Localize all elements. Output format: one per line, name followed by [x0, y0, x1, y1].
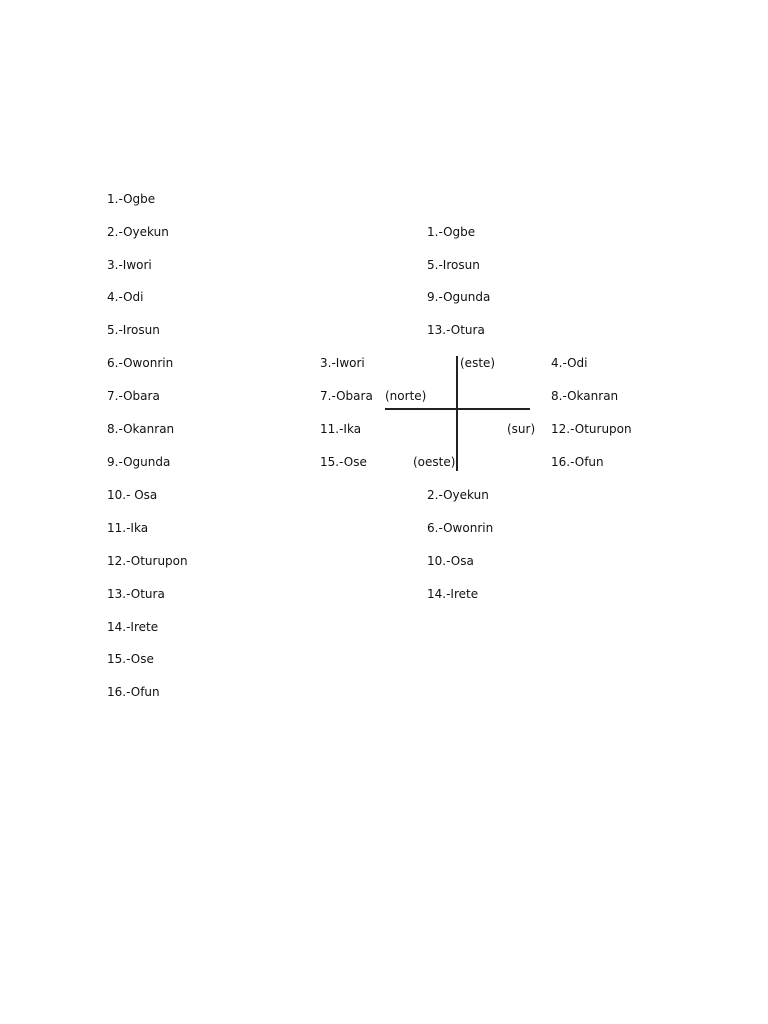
- list-item: 3.-Iwori: [107, 258, 152, 272]
- cross-horizontal-line: [385, 408, 530, 410]
- list-item: 11.-Ika: [107, 521, 149, 535]
- top-group-item: 13.-Otura: [427, 323, 485, 337]
- left-group-item: 15.-Ose: [320, 455, 367, 469]
- direction-label-este: (este): [460, 356, 496, 370]
- top-group-item: 1.-Ogbe: [427, 225, 476, 239]
- list-item: 16.-Ofun: [107, 685, 160, 699]
- list-item: 14.-Irete: [107, 620, 159, 634]
- left-group-item: 3.-Iwori: [320, 356, 365, 370]
- list-item: 15.-Ose: [107, 652, 154, 666]
- list-item: 10.- Osa: [107, 488, 158, 502]
- cross-vertical-line: [456, 356, 458, 471]
- list-item: 9.-Ogunda: [107, 455, 171, 469]
- list-item: 7.-Obara: [107, 389, 160, 403]
- list-item: 1.-Ogbe: [107, 192, 156, 206]
- direction-label-sur: (sur): [507, 422, 536, 436]
- left-group-item: 11.-Ika: [320, 422, 362, 436]
- top-group-item: 5.-Irosun: [427, 258, 480, 272]
- bottom-group-item: 10.-Osa: [427, 554, 474, 568]
- list-item: 6.-Owonrin: [107, 356, 174, 370]
- right-group-item: 16.-Ofun: [551, 455, 604, 469]
- bottom-group-item: 14.-Irete: [427, 587, 479, 601]
- right-group-item: 8.-Okanran: [551, 389, 619, 403]
- bottom-group-item: 6.-Owonrin: [427, 521, 494, 535]
- list-item: 5.-Irosun: [107, 323, 160, 337]
- list-item: 4.-Odi: [107, 290, 144, 304]
- list-item: 8.-Okanran: [107, 422, 175, 436]
- top-group-item: 9.-Ogunda: [427, 290, 491, 304]
- left-group-item: 7.-Obara: [320, 389, 373, 403]
- list-item: 2.-Oyekun: [107, 225, 169, 239]
- list-item: 13.-Otura: [107, 587, 165, 601]
- list-item: 12.-Oturupon: [107, 554, 188, 568]
- right-group-item: 4.-Odi: [551, 356, 588, 370]
- direction-label-oeste: (oeste): [413, 455, 456, 469]
- direction-label-norte: (norte): [385, 389, 427, 403]
- bottom-group-item: 2.-Oyekun: [427, 488, 489, 502]
- right-group-item: 12.-Oturupon: [551, 422, 632, 436]
